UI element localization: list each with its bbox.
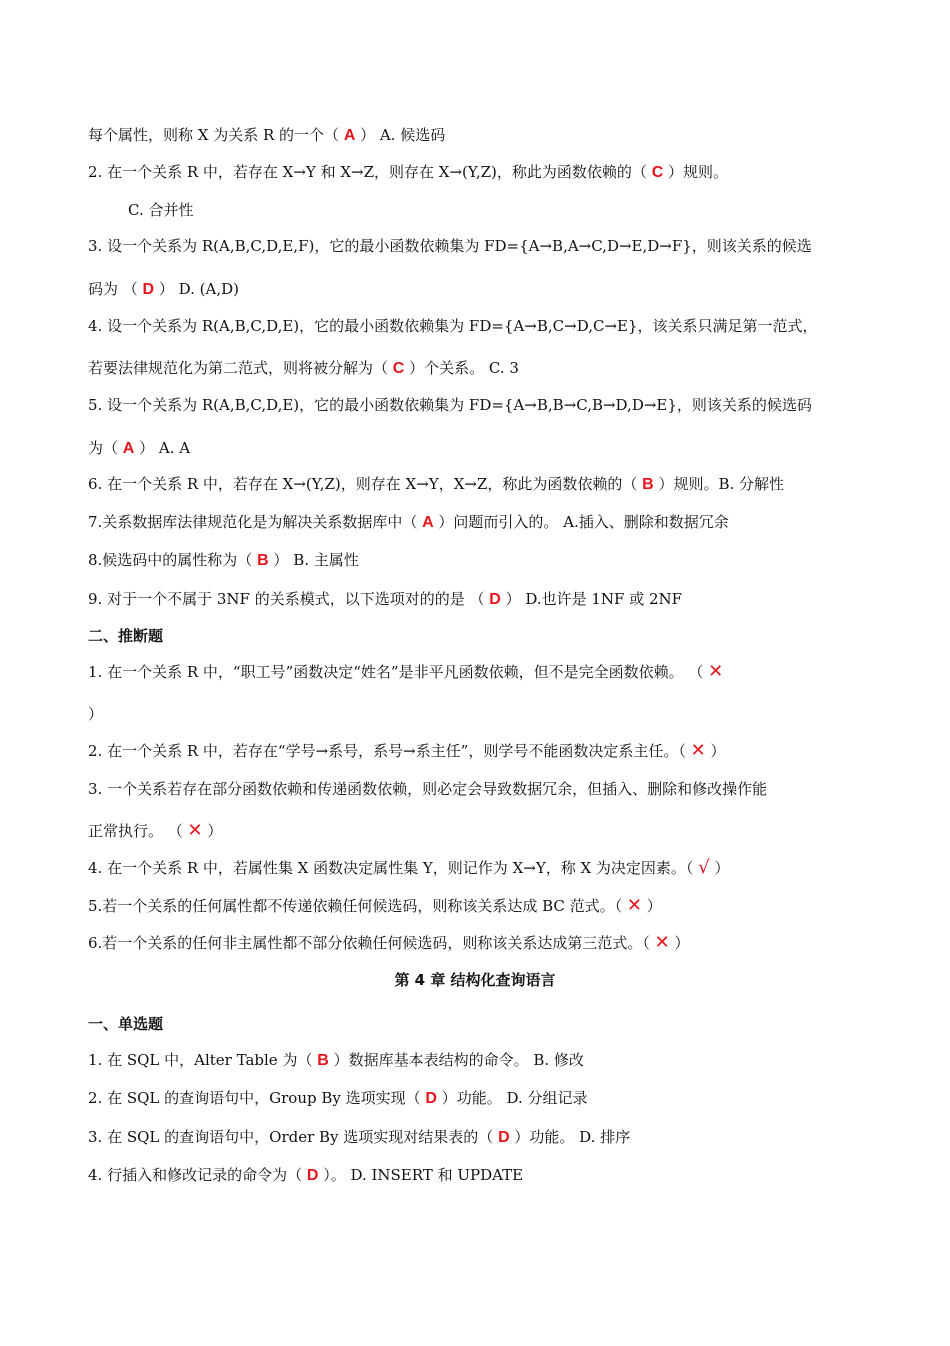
question-text: 8.候选码中的属性称为（	[88, 551, 258, 569]
section-heading: 二、推断题	[88, 627, 164, 645]
option-text: ）问题而引入的。 A.插入、删除和数据冗余	[433, 513, 729, 531]
question-line	[88, 896, 864, 916]
question-line	[88, 589, 864, 610]
question-text: 7.关系数据库法律规范化是为解决关系数据库中（	[88, 513, 423, 531]
question-text: 9. 对于一个不属于 3NF 的关系模式，以下选项对的的是 （	[88, 590, 490, 608]
option-text: ） D.也许是 1NF 或 2NF	[500, 590, 683, 608]
answer-mark: B	[317, 1052, 329, 1069]
question-line	[88, 474, 864, 495]
question-line	[88, 1050, 864, 1071]
question-line	[88, 358, 864, 379]
option-text: ）功能。 D. 分组记录	[436, 1089, 588, 1107]
cross-mark-icon: ✕	[708, 661, 724, 682]
question-line	[88, 821, 864, 841]
question-line	[88, 1165, 864, 1186]
question-line	[88, 1127, 864, 1148]
cross-mark-icon: ✕	[626, 895, 642, 916]
option-text: ）。 D. INSERT 和 UPDATE	[318, 1166, 524, 1184]
question-text: 5.若一个关系的任何属性都不传递依赖任何候选码，则称该关系达成 BC 范式。（	[88, 897, 627, 915]
question-line	[88, 1088, 864, 1109]
cross-mark-icon: ✕	[654, 932, 670, 953]
cross-mark-icon: ✕	[187, 820, 203, 841]
question-text: 4. 设一个关系为 R(A,B,C,D,E)，它的最小函数依赖集为 FD={A→B,C→D,C→E}，该关系只满足第一范式，	[88, 317, 818, 335]
question-text: ）规则。	[663, 163, 729, 181]
answer-mark: D	[425, 1090, 437, 1107]
cross-mark-icon: ✕	[690, 740, 706, 761]
question-text: ）	[642, 897, 662, 915]
question-text: 2. 在 SQL 的查询语句中，Group By 选项实现（	[88, 1089, 426, 1107]
question-text: 若要法律规范化为第二范式，则将被分解为（	[88, 359, 393, 377]
question-line	[88, 395, 864, 415]
option-text: ）规则。B. 分解性	[653, 475, 785, 493]
check-mark-icon: √	[698, 857, 710, 878]
question-text: 每个属性，则称 X 为关系 R 的一个（	[88, 126, 344, 144]
question-text: 1. 在一个关系 R 中，“职工号”函数决定“姓名”是非平凡函数依赖，但不是完全函数依赖。 （	[88, 663, 709, 681]
answer-mark: B	[642, 476, 654, 493]
answer-mark: D	[489, 591, 501, 608]
question-line	[88, 316, 864, 336]
option-text: ）功能。 D. 排序	[509, 1128, 631, 1146]
question-text: ）	[709, 859, 730, 877]
option-line	[128, 200, 864, 220]
question-text: 4. 在一个关系 R 中，若属性集 X 函数决定属性集 Y，则记作为 X→Y，称 X 为决定因素。（	[88, 859, 699, 877]
answer-mark: D	[142, 281, 155, 298]
answer-mark: D	[306, 1167, 319, 1184]
answer-mark: A	[343, 127, 356, 144]
question-text: 1. 在 SQL 中，Alter Table 为（	[88, 1051, 318, 1069]
answer-mark: A	[422, 514, 434, 531]
question-text: 3. 设一个关系为 R(A,B,C,D,E,F)，它的最小函数依赖集为 FD={A→B,A→C,D→E,D→F}，则该关系的候选	[88, 237, 812, 255]
question-text: 4. 行插入和修改记录的命令为（	[88, 1166, 307, 1184]
question-text: 码为 （	[88, 280, 143, 298]
question-line	[88, 741, 864, 761]
option-text: C. 合并性	[128, 201, 194, 219]
question-text: ）	[705, 742, 726, 760]
question-line	[88, 125, 864, 146]
question-line	[88, 236, 864, 256]
question-line	[88, 512, 864, 533]
answer-mark: D	[498, 1129, 510, 1146]
question-text: 6. 在一个关系 R 中，若存在 X→(Y,Z)，则存在 X→Y，X→Z，称此为函数依赖的（	[88, 475, 643, 493]
answer-mark: A	[122, 440, 135, 457]
question-text: 3. 在 SQL 的查询语句中，Order By 选项实现对结果表的（	[88, 1128, 499, 1146]
question-line	[88, 162, 864, 183]
question-line	[88, 550, 864, 571]
option-text: ） D. (A,D)	[154, 280, 240, 298]
question-text: ）	[669, 934, 690, 952]
question-line	[88, 704, 864, 724]
answer-mark: C	[651, 164, 664, 181]
answer-mark: C	[392, 360, 405, 377]
option-text: ） A. A	[134, 439, 191, 457]
option-text: ）数据库基本表结构的命令。 B. 修改	[328, 1051, 584, 1069]
question-text: 3. 一个关系若存在部分函数依赖和传递函数依赖，则必定会导致数据冗余，但插入、删除和修改操作能	[88, 780, 768, 798]
chapter-title: 第 4 章 结构化查询语言	[394, 971, 556, 989]
question-text: 为（	[88, 439, 123, 457]
question-line	[88, 438, 864, 459]
answer-mark: B	[257, 552, 269, 569]
question-text: 5. 设一个关系为 R(A,B,C,D,E)，它的最小函数依赖集为 FD={A→B,B→C,B→D,D→E}，则该关系的候选码	[88, 396, 812, 414]
question-text: 2. 在一个关系 R 中，若存在“学号→系号，系号→系主任”，则学号不能函数决定系主任。（	[88, 742, 691, 760]
question-text: 6.若一个关系的任何非主属性都不部分依赖任何候选码，则称该关系达成第三范式。（	[88, 934, 655, 952]
option-text: ）个关系。 C. 3	[404, 359, 519, 377]
question-text: ）	[88, 705, 104, 723]
question-line	[88, 933, 864, 953]
option-text: ） A. 候选码	[355, 126, 446, 144]
question-line	[88, 779, 864, 799]
question-line	[88, 279, 864, 300]
option-text: ） B. 主属性	[268, 551, 359, 569]
question-line	[88, 662, 864, 682]
question-text: 2. 在一个关系 R 中，若存在 X→Y 和 X→Z，则存在 X→(Y,Z)，称此为函数依赖的（	[88, 163, 652, 181]
question-text: 正常执行。 （	[88, 822, 188, 840]
question-text: ）	[202, 822, 223, 840]
question-line	[88, 858, 864, 878]
section-heading: 一、单选题	[88, 1015, 164, 1033]
